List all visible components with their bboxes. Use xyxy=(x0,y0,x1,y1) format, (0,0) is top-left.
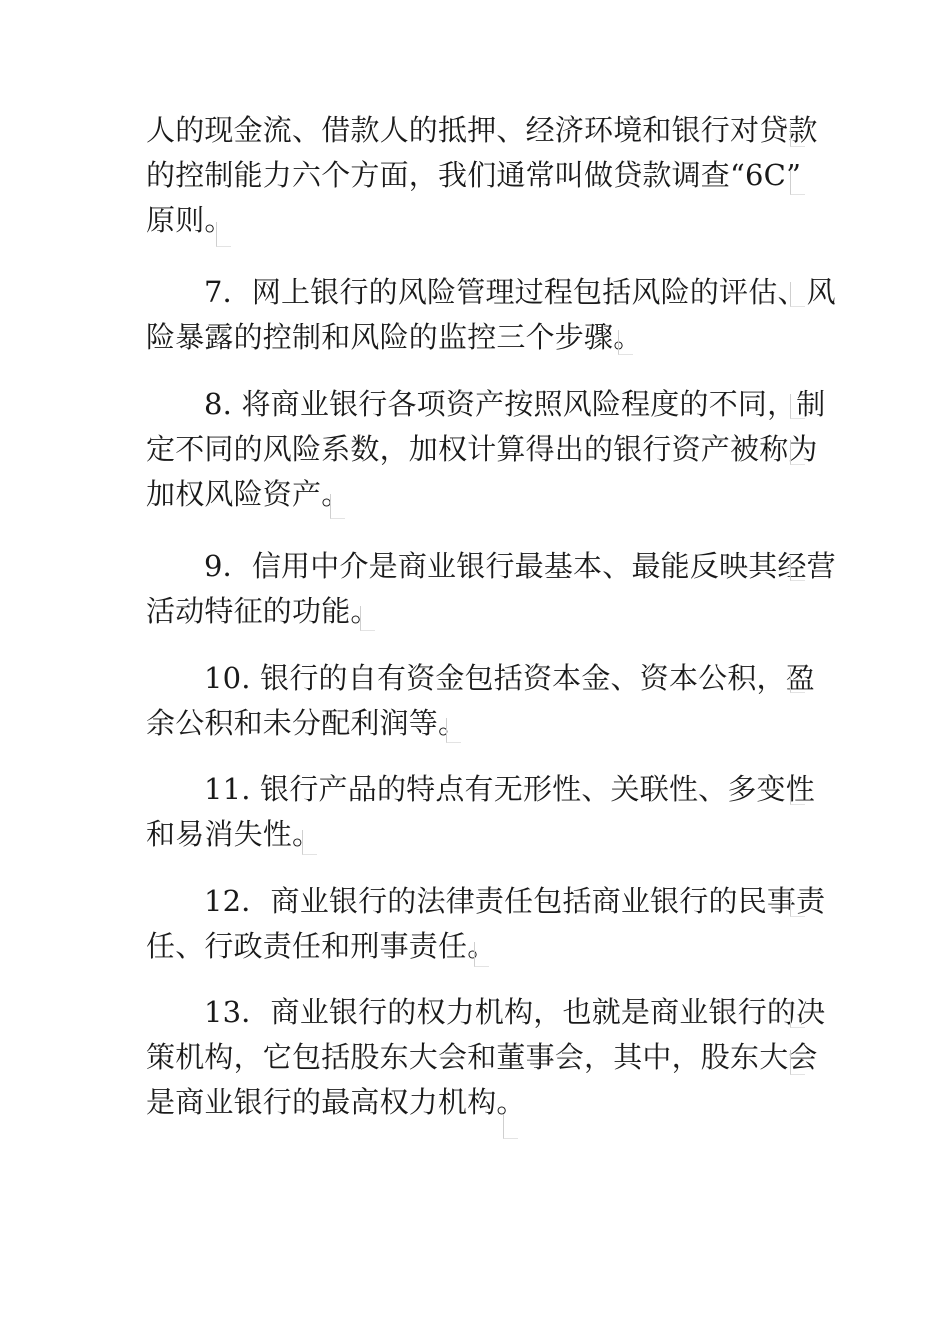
paragraph-item-8 xyxy=(146,382,826,517)
scan-mark xyxy=(790,122,805,147)
paragraph-item-7 xyxy=(146,270,836,360)
text-line: 和易消失性。 xyxy=(146,817,322,851)
text-line: 是商业银行的最高权力机构。 xyxy=(146,1085,526,1119)
text-line: 8. 将商业银行各项资产按照风险程度的不同，制 xyxy=(204,387,826,421)
scan-mark xyxy=(446,718,461,743)
scan-mark xyxy=(790,892,805,917)
scan-mark xyxy=(360,606,375,631)
paragraph-6c-principle xyxy=(146,108,818,243)
text-line: 10. 银行的自有资金包括资本金、资本公积，盈 xyxy=(204,661,815,695)
scan-mark xyxy=(330,494,345,519)
scan-mark xyxy=(618,330,633,355)
text-line: 余公积和未分配利润等。 xyxy=(146,706,468,740)
scan-mark xyxy=(790,1003,805,1028)
scan-mark xyxy=(790,556,805,581)
paragraph-item-11 xyxy=(146,767,815,857)
paragraph-item-10 xyxy=(146,656,815,746)
text-line: 活动特征的功能。 xyxy=(146,594,380,628)
scan-mark xyxy=(474,942,489,967)
scan-mark xyxy=(790,668,805,693)
scan-mark xyxy=(790,282,805,307)
paragraph-item-13 xyxy=(146,990,826,1125)
text-line: 定不同的风险系数，加权计算得出的银行资产被称为 xyxy=(146,432,818,466)
scan-mark xyxy=(790,1050,805,1075)
text-line: 7．网上银行的风险管理过程包括风险的评估、风 xyxy=(204,275,836,309)
text-line: 策机构，它包括股东大会和董事会，其中，股东大会 xyxy=(146,1040,818,1074)
text-line: 13．商业银行的权力机构，也就是商业银行的决 xyxy=(204,995,826,1029)
scan-mark xyxy=(216,222,231,247)
text-line: 12．商业银行的法律责任包括商业银行的民事责 xyxy=(204,884,826,918)
text-line: 人的现金流、借款人的抵押、经济环境和银行对贷款 xyxy=(146,113,818,147)
paragraph-item-9 xyxy=(146,544,836,634)
scan-mark xyxy=(790,780,805,805)
text-line: 险暴露的控制和风险的监控三个步骤。 xyxy=(146,320,643,354)
text-line: 任、行政责任和刑事责任。 xyxy=(146,929,497,963)
scan-mark xyxy=(790,440,805,465)
text-line: 9．信用中介是商业银行最基本、最能反映其经营 xyxy=(204,549,836,583)
text-line: 加权风险资产。 xyxy=(146,477,351,511)
scan-mark xyxy=(302,830,317,855)
scan-mark xyxy=(503,1114,518,1139)
text-line: 原则。 xyxy=(146,203,234,237)
scan-mark xyxy=(790,170,805,195)
text-line: 11. 银行产品的特点有无形性、关联性、多变性 xyxy=(204,772,815,806)
text-line: 的控制能力六个方面，我们通常叫做贷款调查“6C” xyxy=(146,158,802,192)
scan-mark xyxy=(790,394,805,419)
